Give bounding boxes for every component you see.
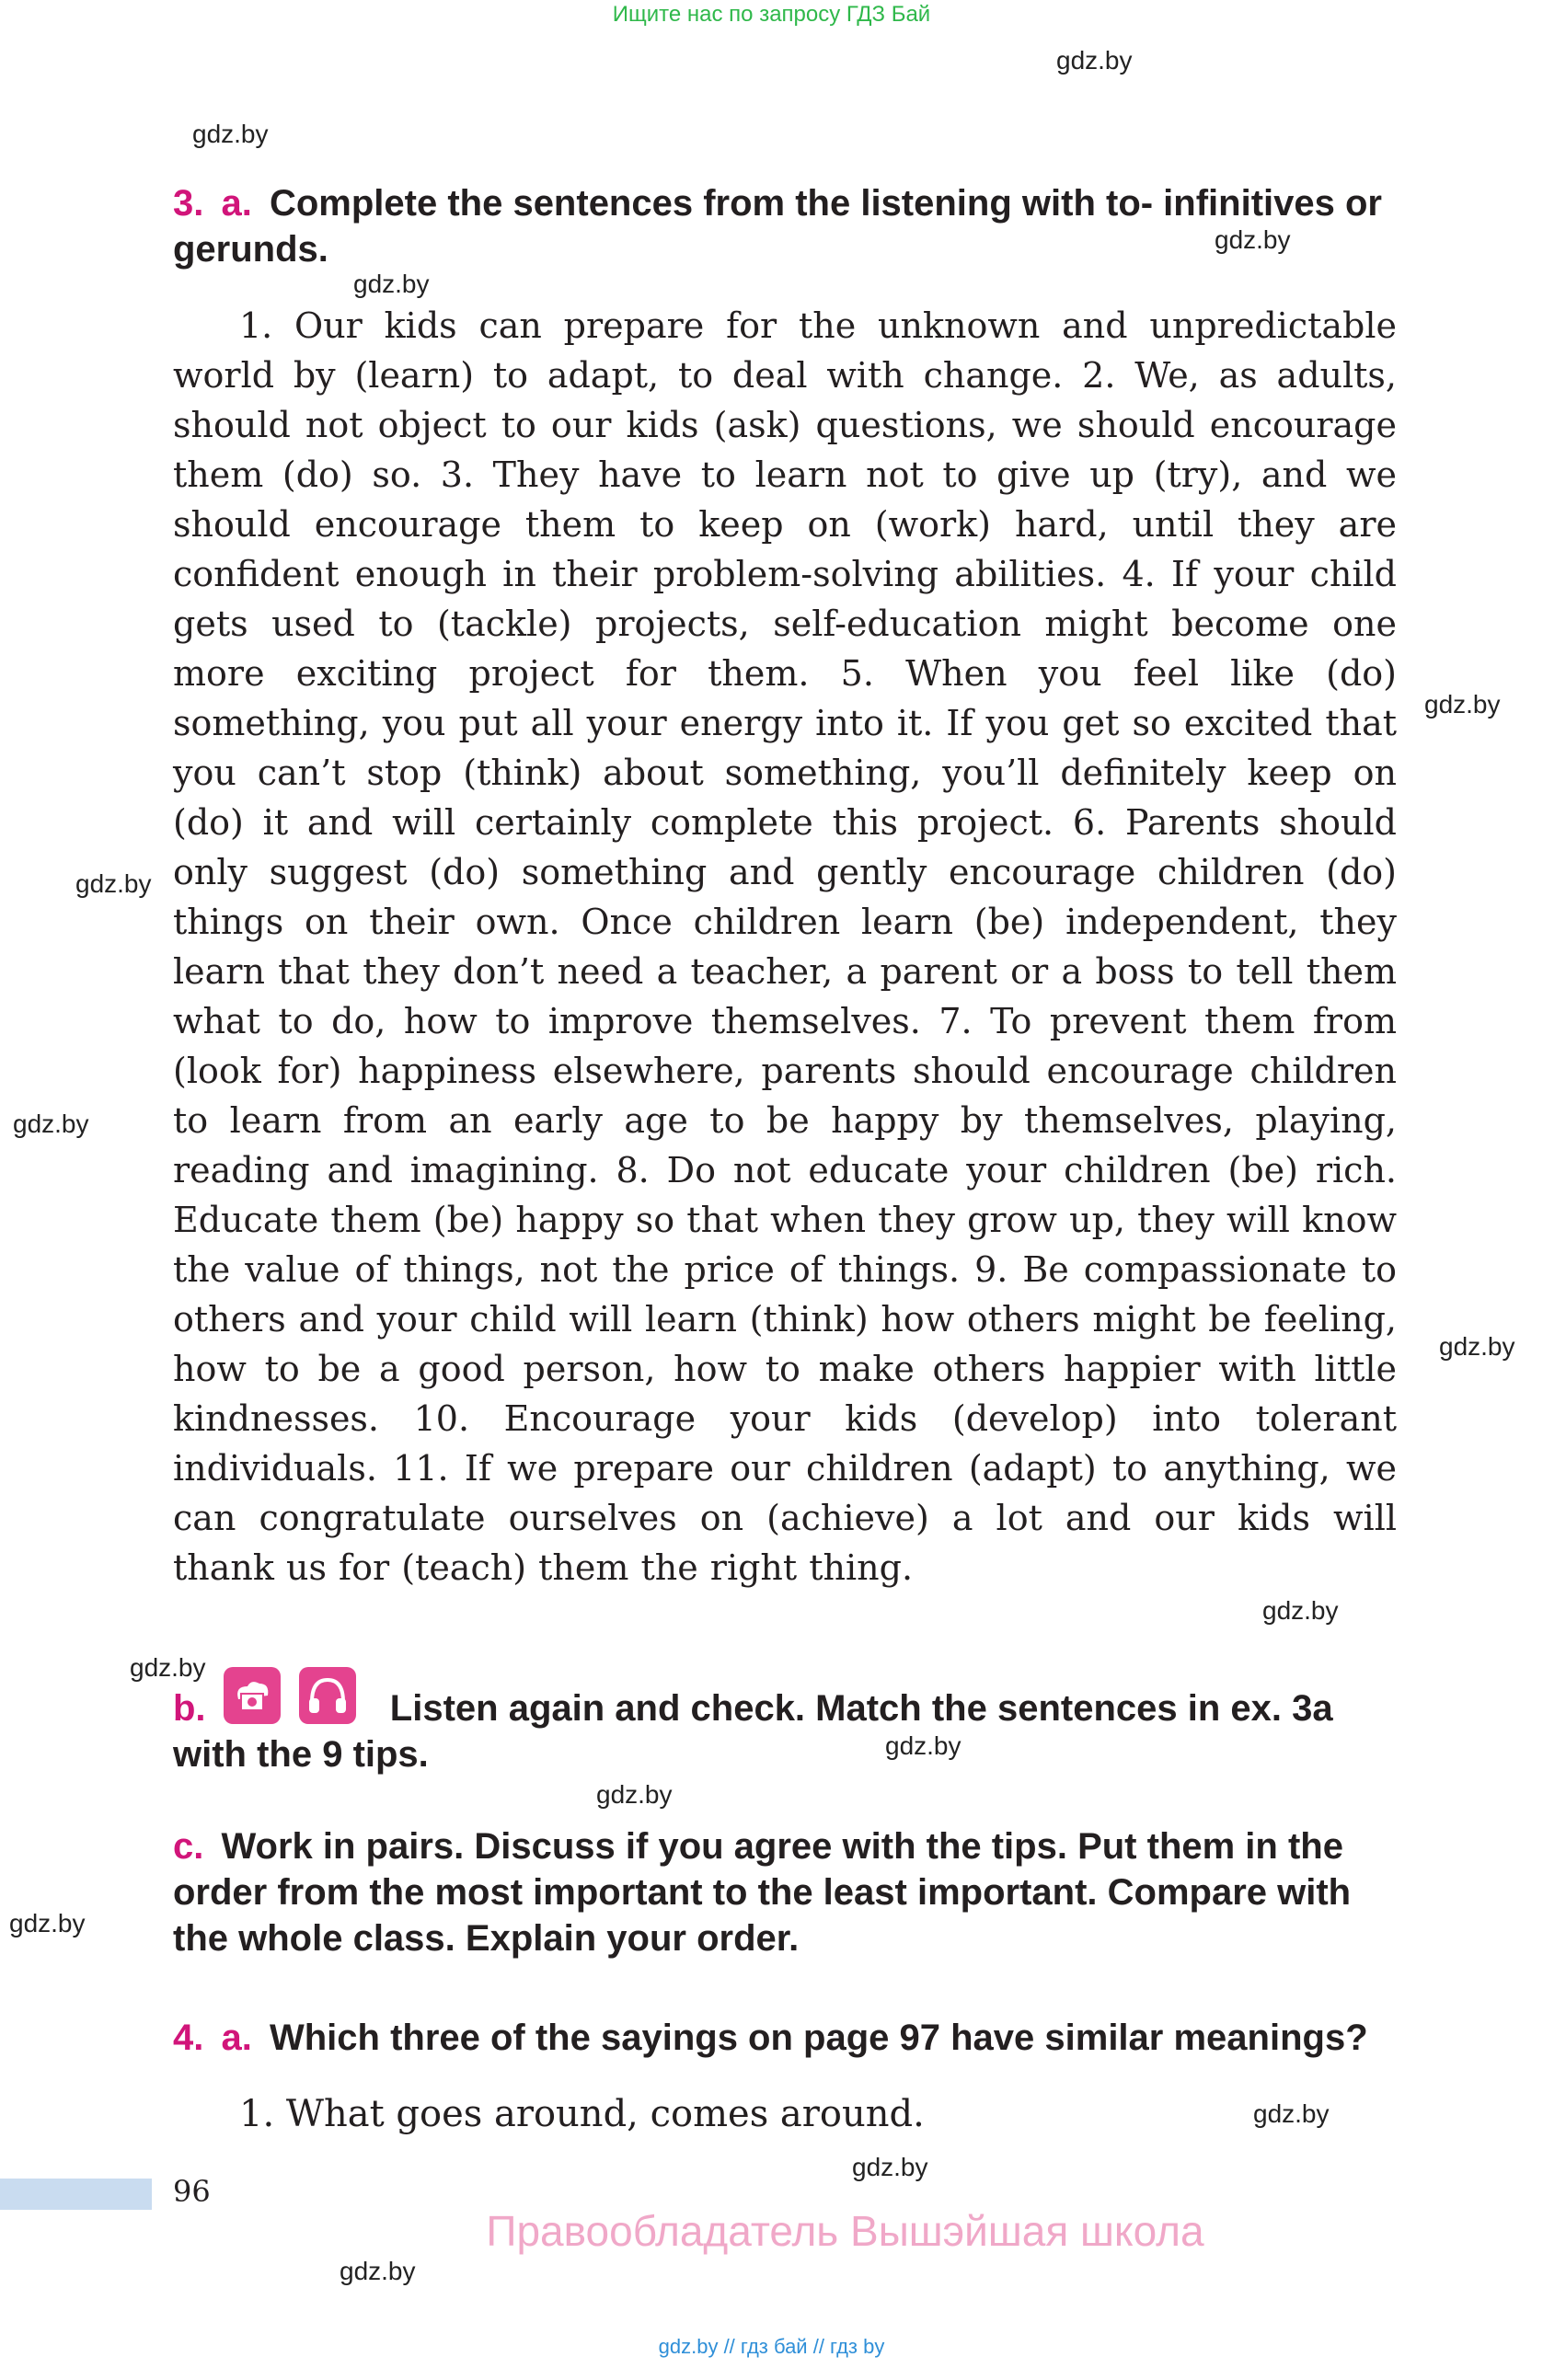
watermark: gdz.by: [353, 270, 430, 298]
headphones-icon: [299, 1667, 356, 1724]
exercise-instruction: Which three of the sayings on page 97 have similar meanings?: [269, 2018, 1368, 2058]
page-number: 96: [173, 2174, 211, 2209]
page-number-bar: [0, 2179, 152, 2210]
watermark: gdz.by: [596, 1780, 673, 1809]
exercise-3a-paragraph: 1. Our kids can prepare for the unknown and unpredictable world by (learn) to adapt, to deal with change. 2. We, as adults, should not object to our kids (ask) questions, we should encourage them (do) so. 3. They have to learn not to give up (try), and we should encourage them to keep on (work) hard, until they are confident enough in their problem-solving abilities. 4. If your child gets used to (tackle) projects, self-education might become one more exciting project for them. 5. When you feel like (do) something, you put all your energy into it. If you get so excited that you can’t stop (think) about something, you’ll definitely keep on (do) it and will certainly complete this project. 6. Parents should only suggest (do) something and gently encourage children (do) things on their own. Once children learn (be) independent, they learn that they don’t need a teacher, a parent or a boss to tell them what to do, how to improve themselves. 7. To prevent them from (look for) happiness elsewhere, parents should encourage children to learn from an early age to be happy by themselves, playing, reading and imagining. 8. Do not educate your children (be) rich. Educate them (be) happy so that when they grow up, they will know the value of things, not the price of things. 9. Be compassionate to others and your child will learn (think) how others might be feeling, how to be a good person, how to make others happier with little kindnesses. 10. Encourage your kids (develop) into tolerant individuals. 11. If we prepare our children (adapt) to anything, we can congratulate ourselves on (achieve) a lot and our kids will thank us for (teach) them the right thing.: [173, 305, 1397, 1588]
top-search-note: Ищите нас по запросу ГДЗ Бай: [612, 2, 931, 27]
watermark: gdz.by: [1439, 1332, 1515, 1361]
bottom-search-note: gdz.by // гдз бай // гдз by: [658, 2335, 885, 2358]
watermark: gdz.by: [13, 1110, 89, 1138]
exercise-3c-heading: [173, 1823, 1397, 1961]
exercise-letter: c.: [173, 1826, 204, 1867]
exercise-letter: b.: [173, 1688, 206, 1729]
exercise-instruction: Complete the sentences from the listening with to- infinitives or gerunds.: [173, 183, 1382, 270]
watermark: gdz.by: [1253, 2099, 1330, 2128]
watermark: gdz.by: [1424, 690, 1501, 719]
cd-audio-icon: [224, 1667, 281, 1724]
exercise-instruction: Listen again and check. Match the sentences in ex. 3a with the 9 tips.: [173, 1688, 1333, 1775]
watermark: gdz.by: [852, 2153, 928, 2181]
watermark: gdz.by: [1056, 46, 1133, 75]
exercise-number: 3.: [173, 183, 204, 224]
watermark: gdz.by: [1262, 1596, 1339, 1625]
exercise-instruction: Work in pairs. Discuss if you agree with the tips. Put them in the order from the most important to the least important. Compare with the whole class. Explain your order.: [173, 1826, 1352, 1959]
saying-item: 1. What goes around, comes around.: [239, 2093, 925, 2135]
exercise-4a-heading: [173, 2015, 1397, 2061]
exercise-3a-heading: [173, 180, 1397, 272]
watermark: gdz.by: [75, 869, 152, 898]
exercise-letter: a.: [221, 183, 252, 224]
watermark: gdz.by: [9, 1909, 86, 1937]
copyright-notice: Правообладатель Вышэйшая школа: [486, 2207, 1204, 2255]
exercise-3a-text: [173, 301, 1397, 1592]
watermark: gdz.by: [130, 1653, 206, 1682]
exercise-letter: a.: [221, 2018, 252, 2058]
exercise-number: 4.: [173, 2018, 204, 2058]
watermark: gdz.by: [1215, 225, 1291, 254]
watermark: gdz.by: [885, 1731, 961, 1760]
watermark: gdz.by: [340, 2257, 416, 2285]
exercise-3b-heading: [173, 1685, 1397, 1777]
watermark: gdz.by: [192, 120, 269, 148]
